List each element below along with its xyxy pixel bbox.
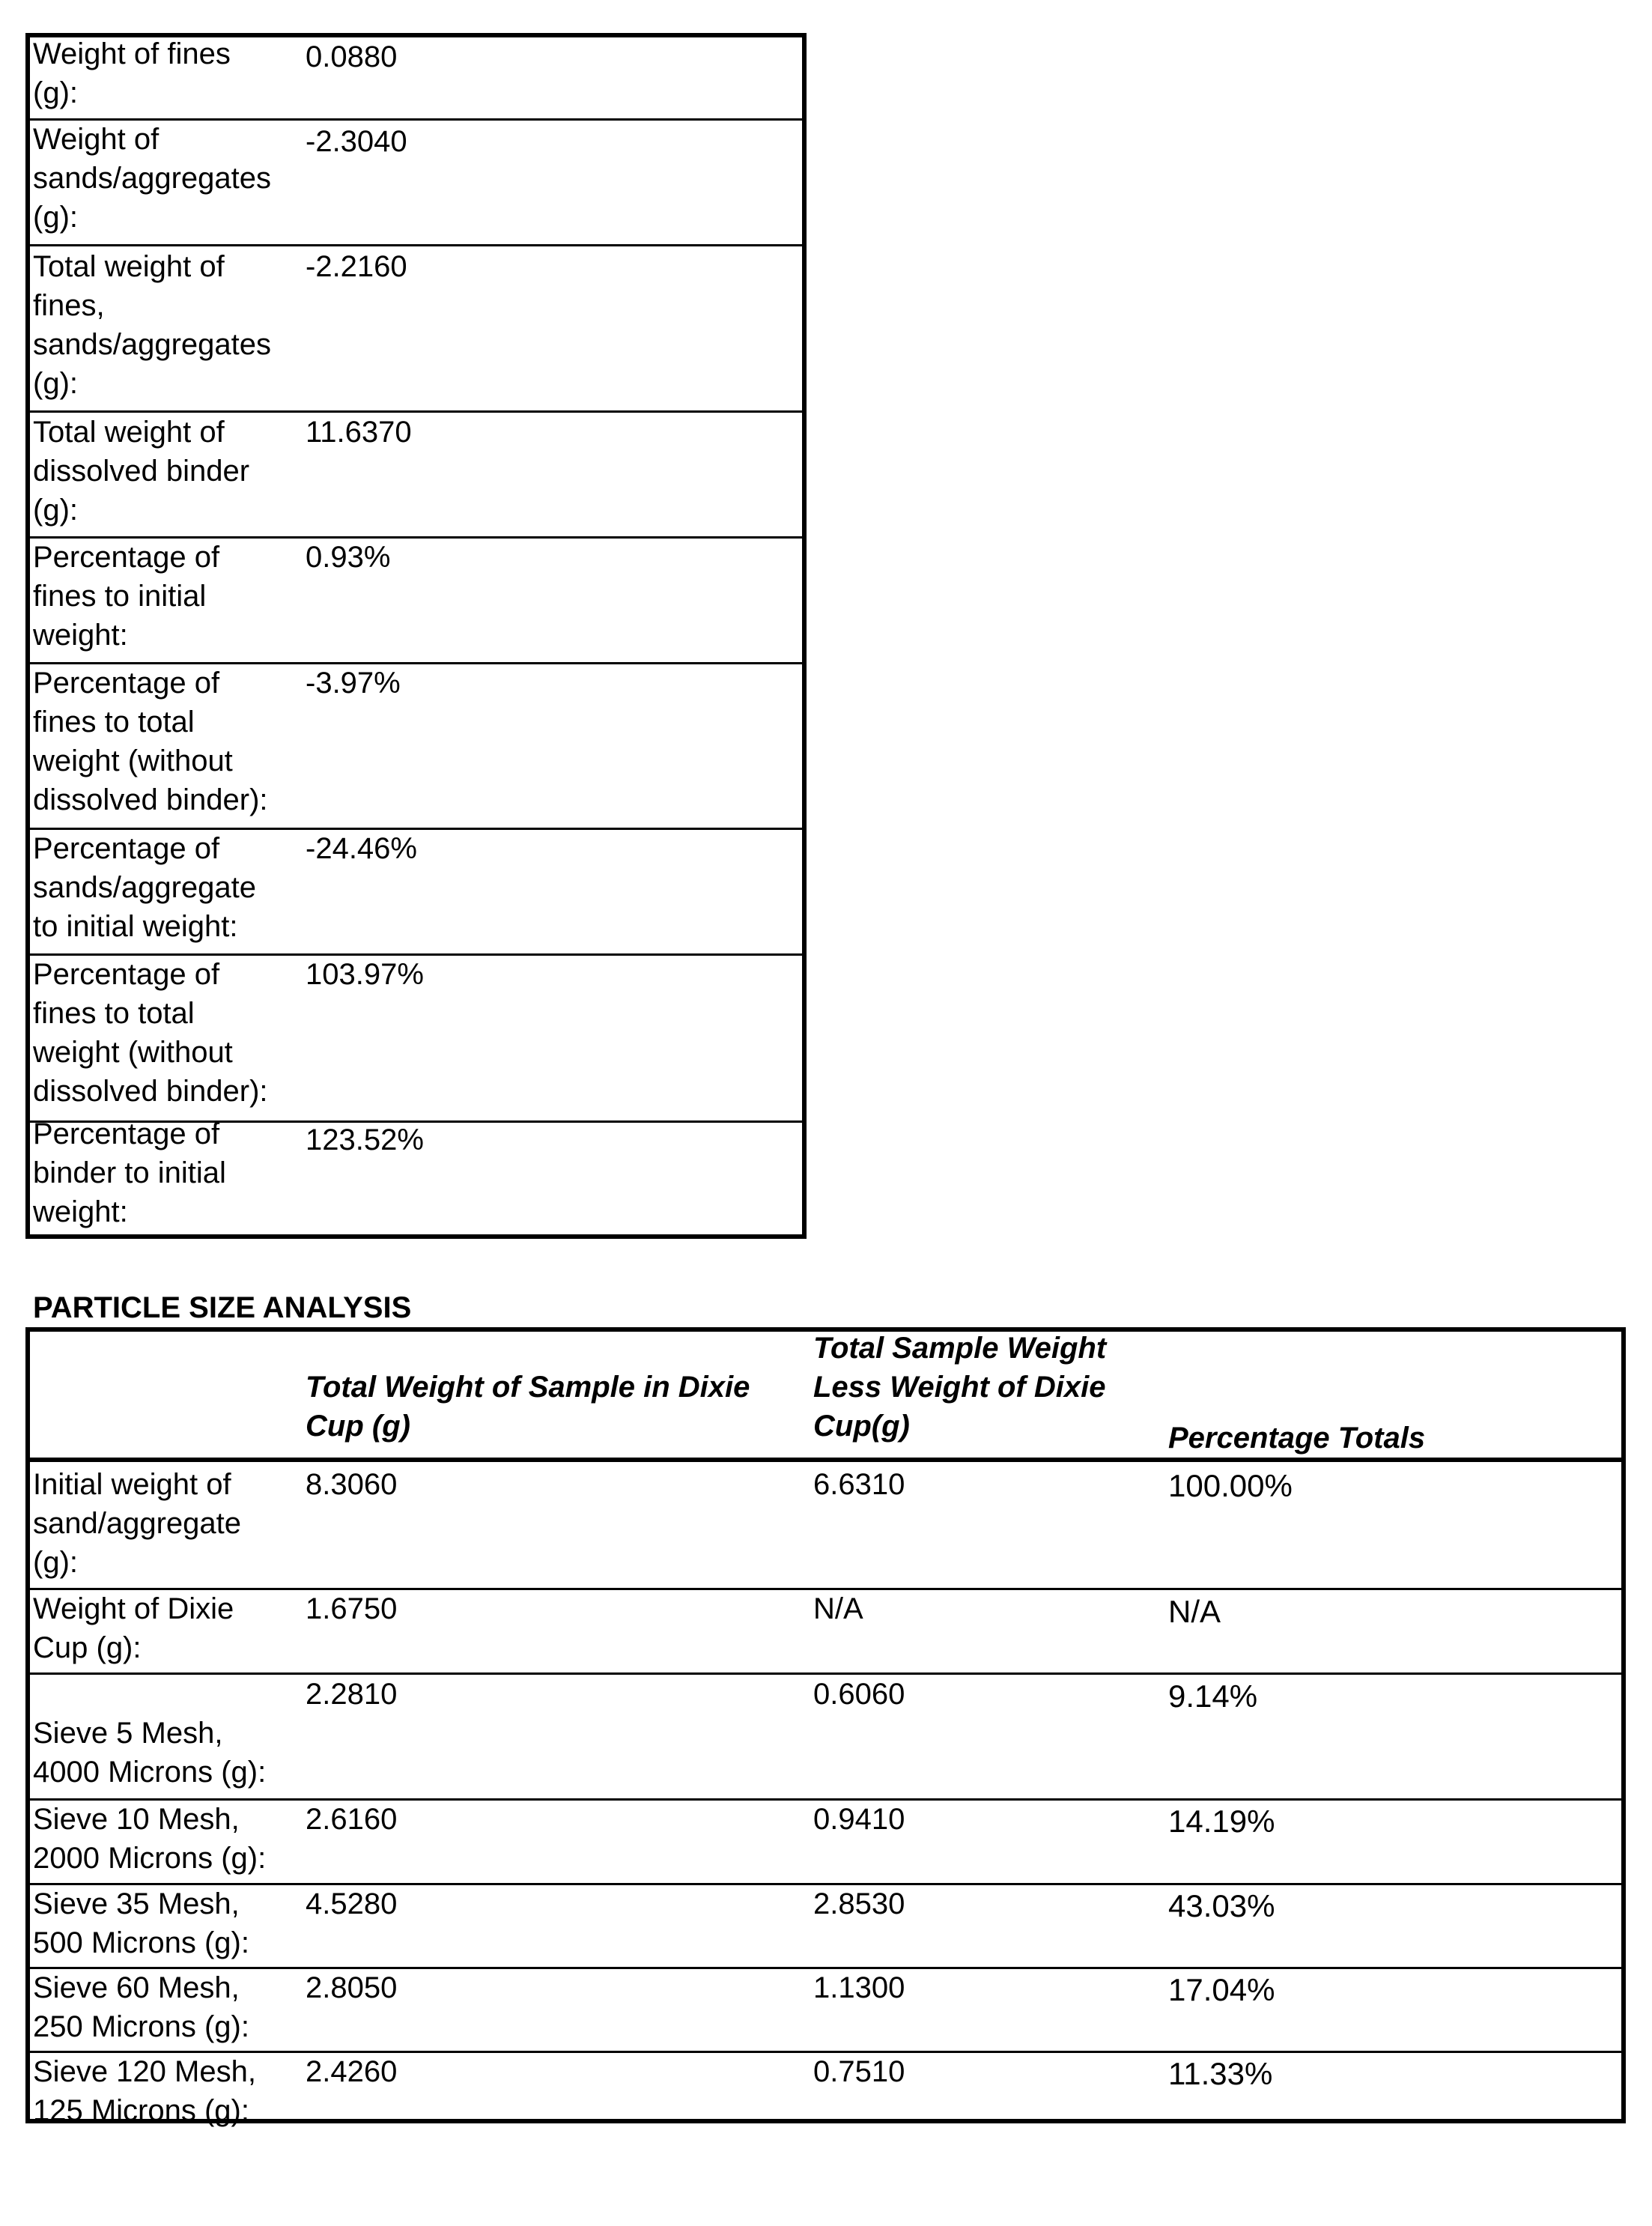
- psa-total-weight: 2.4260: [306, 2055, 398, 2088]
- summary-value: 103.97%: [306, 958, 424, 991]
- header-divider: [25, 1458, 1626, 1462]
- summary-label: Weight of fines (g):: [33, 37, 231, 109]
- psa-percentage: 11.33%: [1168, 2056, 1273, 2091]
- psa-less-cup: 0.9410: [813, 1803, 905, 1836]
- summary-label: Percentage of sands/aggregate to initial weight:: [33, 832, 257, 943]
- psa-percentage: 100.00%: [1168, 1468, 1293, 1503]
- psa-percentage: 43.03%: [1168, 1888, 1275, 1923]
- summary-label: Percentage of fines to initial weight:: [33, 541, 220, 652]
- psa-less-cup: 0.6060: [813, 1678, 905, 1711]
- summary-value: -2.3040: [306, 125, 407, 158]
- header-percentage: Percentage Totals: [1168, 1422, 1426, 1455]
- header-total-weight: Total Weight of Sample in Dixie Cup (g): [306, 1371, 750, 1443]
- psa-total-weight: 4.5280: [306, 1887, 398, 1920]
- psa-percentage: 14.19%: [1168, 1804, 1275, 1839]
- section-title: PARTICLE SIZE ANALYSIS: [33, 1291, 412, 1324]
- psa-row-label: Sieve 35 Mesh, 500 Microns (g):: [33, 1887, 249, 1959]
- summary-label: Total weight of fines, sands/aggregates (g):: [33, 250, 272, 400]
- psa-less-cup: 1.1300: [813, 1971, 905, 2004]
- psa-row-label: Sieve 5 Mesh, 4000 Microns (g):: [33, 1717, 267, 1789]
- psa-row-label: Weight of Dixie Cup (g):: [33, 1592, 234, 1664]
- psa-less-cup: 2.8530: [813, 1887, 905, 1920]
- summary-label: Weight of sands/aggregates (g):: [33, 123, 272, 234]
- psa-total-weight: 2.2810: [306, 1678, 398, 1711]
- psa-less-cup: 0.7510: [813, 2055, 905, 2088]
- psa-total-weight: 8.3060: [306, 1468, 398, 1501]
- summary-label: Percentage of fines to total weight (without dissolved binder):: [33, 958, 268, 1108]
- psa-total-weight: 1.6750: [306, 1592, 398, 1625]
- summary-label: Percentage of fines to total weight (without dissolved binder):: [33, 667, 268, 816]
- psa-row-label: Sieve 120 Mesh, 125 Microns (g):: [33, 2055, 256, 2127]
- summary-value: -2.2160: [306, 250, 407, 283]
- row-divider: [25, 244, 807, 246]
- summary-value: 0.93%: [306, 541, 391, 574]
- summary-value: 123.52%: [306, 1123, 424, 1156]
- psa-row-label: Sieve 60 Mesh, 250 Microns (g):: [33, 1971, 249, 2043]
- psa-row-label: Initial weight of sand/aggregate (g):: [33, 1468, 242, 1579]
- psa-less-cup: 6.6310: [813, 1468, 905, 1501]
- psa-percentage: 17.04%: [1168, 1972, 1275, 2007]
- summary-value: -3.97%: [306, 667, 401, 700]
- summary-label: Total weight of dissolved binder (g):: [33, 416, 250, 527]
- header-less-cup: Total Sample Weight Less Weight of Dixie Cup(g): [813, 1332, 1107, 1443]
- summary-value: 0.0880: [306, 40, 398, 73]
- summary-label: Percentage of binder to initial weight:: [33, 1117, 226, 1228]
- psa-row-label: Sieve 10 Mesh, 2000 Microns (g):: [33, 1803, 267, 1875]
- psa-less-cup: N/A: [813, 1592, 863, 1625]
- summary-value: 11.6370: [306, 416, 412, 449]
- psa-percentage: 9.14%: [1168, 1678, 1258, 1714]
- psa-total-weight: 2.6160: [306, 1803, 398, 1836]
- psa-percentage: N/A: [1168, 1594, 1221, 1629]
- psa-total-weight: 2.8050: [306, 1971, 398, 2004]
- summary-value: -24.46%: [306, 832, 417, 865]
